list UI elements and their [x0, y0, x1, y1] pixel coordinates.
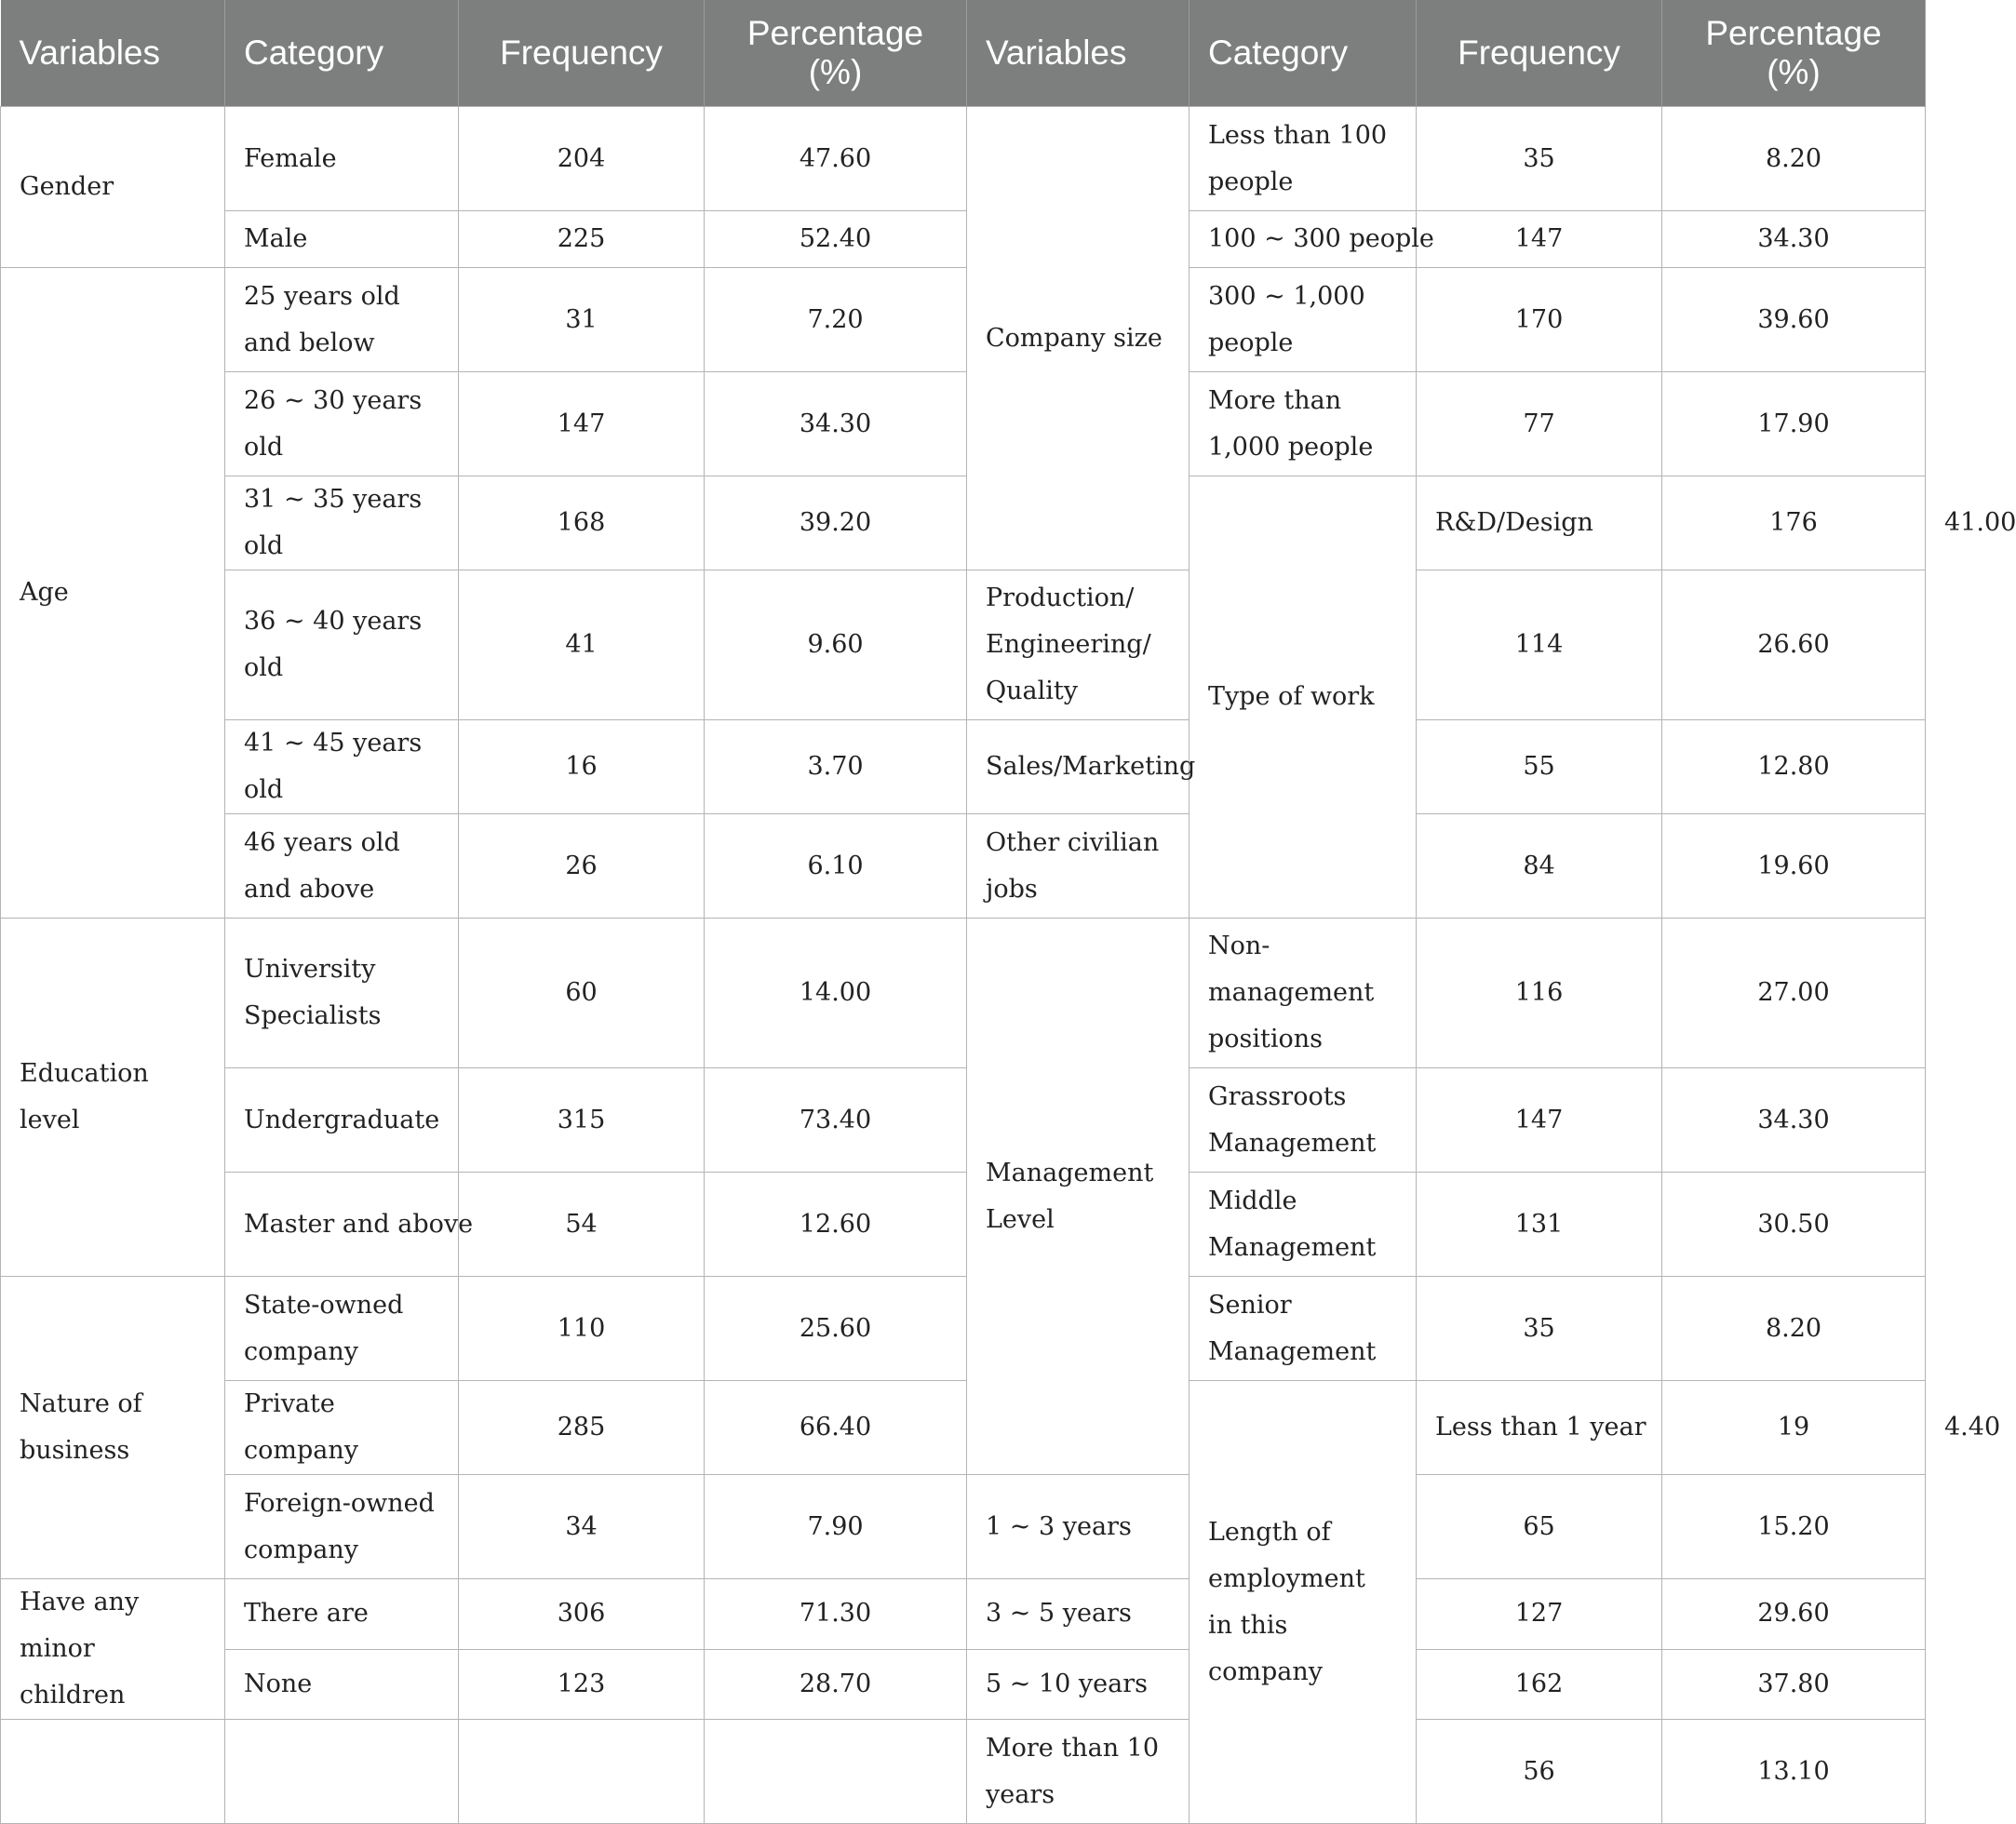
frequency-cell: 26: [459, 814, 705, 919]
percentage-cell: 29.60: [1662, 1579, 1926, 1650]
percentage-cell: 37.80: [1662, 1649, 1926, 1720]
frequency-cell: 19: [1662, 1381, 1926, 1475]
variable-type-of-work: Type of work: [1189, 476, 1417, 919]
empty-cell: [1, 1720, 225, 1824]
variable-education-level: Education level: [1, 919, 225, 1277]
table-row: [1, 107, 1926, 211]
percentage-cell: 12.80: [1662, 720, 1926, 814]
frequency-cell: 35: [1417, 1277, 1662, 1381]
category-cell: University Specialists: [225, 919, 459, 1068]
frequency-cell: 55: [1417, 720, 1662, 814]
percentage-cell: 6.10: [705, 814, 967, 919]
table-row: [1, 814, 1926, 919]
variable-nature-of-business: Nature of business: [1, 1277, 225, 1579]
table-row: [1, 1649, 1926, 1720]
percentage-cell: 39.20: [705, 476, 967, 570]
percentage-cell: 17.90: [1662, 372, 1926, 476]
percentage-cell: 52.40: [705, 211, 967, 268]
percentage-cell: 15.20: [1662, 1475, 1926, 1579]
category-cell: 46 years old and above: [225, 814, 459, 919]
category-cell: 41 ~ 45 years old: [225, 720, 459, 814]
category-cell: State-owned company: [225, 1277, 459, 1381]
category-cell: Foreign-owned company: [225, 1475, 459, 1579]
frequency-cell: 84: [1417, 814, 1662, 919]
percentage-cell: 73.40: [705, 1068, 967, 1173]
category-cell: Grassroots Management: [1189, 1068, 1417, 1173]
percentage-cell: 7.20: [705, 268, 967, 372]
frequency-cell: 225: [459, 211, 705, 268]
frequency-cell: 176: [1662, 476, 1926, 570]
table-row: 31 ~ 35 years old 168 39.20 Type of work R&D/Design 176 41.00: [1, 476, 1926, 570]
percentage-cell: 8.20: [1662, 1277, 1926, 1381]
percentage-cell: 71.30: [705, 1579, 967, 1650]
category-cell: Non-management positions: [1189, 919, 1417, 1068]
category-cell: 31 ~ 35 years old: [225, 476, 459, 570]
frequency-cell: 110: [459, 1277, 705, 1381]
table-row: [1, 1277, 1926, 1381]
percentage-cell: 47.60: [705, 107, 967, 211]
header-percentage-left: Percentage (%): [705, 0, 967, 107]
percentage-cell: 27.00: [1662, 919, 1926, 1068]
frequency-cell: 168: [459, 476, 705, 570]
category-cell: Middle Management: [1189, 1173, 1417, 1277]
table-row: [1, 211, 1926, 268]
frequency-cell: 56: [1417, 1720, 1662, 1824]
percentage-cell: 3.70: [705, 720, 967, 814]
percentage-cell: 34.30: [1662, 211, 1926, 268]
category-cell: Less than 1 year: [1417, 1381, 1662, 1475]
frequency-cell: 16: [459, 720, 705, 814]
category-cell: 1 ~ 3 years: [967, 1475, 1189, 1579]
percentage-cell: 34.30: [705, 372, 967, 476]
frequency-cell: 31: [459, 268, 705, 372]
percentage-cell: 26.60: [1662, 570, 1926, 720]
header-category-right: Category: [1189, 0, 1417, 107]
category-cell: Undergraduate: [225, 1068, 459, 1173]
table-row: [1, 1579, 1926, 1650]
percentage-cell: 8.20: [1662, 107, 1926, 211]
frequency-cell: 77: [1417, 372, 1662, 476]
header-percentage-right: Percentage (%): [1662, 0, 1926, 107]
empty-cell: [705, 1720, 967, 1824]
percentage-cell: 28.70: [705, 1649, 967, 1720]
frequency-cell: 204: [459, 107, 705, 211]
header-variables-right: Variables: [967, 0, 1189, 107]
frequency-cell: 147: [1417, 211, 1662, 268]
category-cell: There are: [225, 1579, 459, 1650]
table-row: [1, 919, 1926, 1068]
header-frequency-right: Frequency: [1417, 0, 1662, 107]
percentage-cell: 25.60: [705, 1277, 967, 1381]
category-cell: R&D/Design: [1417, 476, 1662, 570]
table-row: [1, 1720, 1926, 1824]
category-cell: Master and above: [225, 1173, 459, 1277]
table-row: [1, 268, 1926, 372]
table-row: [1, 1173, 1926, 1277]
percentage-cell: 13.10: [1662, 1720, 1926, 1824]
table-row: [1, 1068, 1926, 1173]
category-cell: 5 ~ 10 years: [967, 1649, 1189, 1720]
variable-gender: Gender: [1, 107, 225, 268]
table-row: [1, 372, 1926, 476]
variable-minor-children: Have any minor children: [1, 1579, 225, 1720]
empty-cell: [225, 1720, 459, 1824]
percentage-cell: 14.00: [705, 919, 967, 1068]
category-cell: More than 1,000 people: [1189, 372, 1417, 476]
table-row: Private company 285 66.40 Length of employment in this company Less than 1 year 19 4.40: [1, 1381, 1926, 1475]
frequency-cell: 127: [1417, 1579, 1662, 1650]
frequency-cell: 123: [459, 1649, 705, 1720]
frequency-cell: 60: [459, 919, 705, 1068]
category-cell: 26 ~ 30 years old: [225, 372, 459, 476]
frequency-cell: 35: [1417, 107, 1662, 211]
variable-age: Age: [1, 268, 225, 919]
frequency-cell: 131: [1417, 1173, 1662, 1277]
category-cell: 3 ~ 5 years: [967, 1579, 1189, 1650]
category-cell: Private company: [225, 1381, 459, 1475]
category-cell: 25 years old and below: [225, 268, 459, 372]
frequency-cell: 306: [459, 1579, 705, 1650]
category-cell: Other civilian jobs: [967, 814, 1189, 919]
frequency-cell: 116: [1417, 919, 1662, 1068]
percentage-cell: 34.30: [1662, 1068, 1926, 1173]
frequency-cell: 147: [459, 372, 705, 476]
percentage-cell: 7.90: [705, 1475, 967, 1579]
category-cell: 36 ~ 40 years old: [225, 570, 459, 720]
frequency-cell: 285: [459, 1381, 705, 1475]
frequency-cell: 114: [1417, 570, 1662, 720]
frequency-cell: 162: [1417, 1649, 1662, 1720]
variable-management-level: Management Level: [967, 919, 1189, 1475]
category-cell: Senior Management: [1189, 1277, 1417, 1381]
frequency-cell: 54: [459, 1173, 705, 1277]
header-frequency-left: Frequency: [459, 0, 705, 107]
frequency-cell: 170: [1417, 268, 1662, 372]
percentage-cell: 39.60: [1662, 268, 1926, 372]
category-cell: None: [225, 1649, 459, 1720]
variable-length-of-employment: Length of employment in this company: [1189, 1381, 1417, 1824]
percentage-cell: 66.40: [705, 1381, 967, 1475]
table-row: [1, 570, 1926, 720]
category-cell: Sales/Marketing: [967, 720, 1189, 814]
frequency-cell: 34: [459, 1475, 705, 1579]
category-cell: Female: [225, 107, 459, 211]
frequency-cell: 41: [459, 570, 705, 720]
category-cell: Production/ Engineering/ Quality: [967, 570, 1189, 720]
category-cell: Male: [225, 211, 459, 268]
category-cell: More than 10 years: [967, 1720, 1189, 1824]
frequency-cell: 315: [459, 1068, 705, 1173]
percentage-cell: 9.60: [705, 570, 967, 720]
frequency-cell: 147: [1417, 1068, 1662, 1173]
header-variables-left: Variables: [1, 0, 225, 107]
header-row: [1, 0, 1926, 107]
category-cell: Less than 100 people: [1189, 107, 1417, 211]
header-category-left: Category: [225, 0, 459, 107]
percentage-cell: 19.60: [1662, 814, 1926, 919]
category-cell: 100 ~ 300 people: [1189, 211, 1417, 268]
frequency-cell: 65: [1417, 1475, 1662, 1579]
percentage-cell: 12.60: [705, 1173, 967, 1277]
category-cell: 300 ~ 1,000 people: [1189, 268, 1417, 372]
percentage-cell: 30.50: [1662, 1173, 1926, 1277]
table-row: [1, 1475, 1926, 1579]
variable-company-size: Company size: [967, 107, 1189, 570]
table-row: [1, 720, 1926, 814]
empty-cell: [459, 1720, 705, 1824]
